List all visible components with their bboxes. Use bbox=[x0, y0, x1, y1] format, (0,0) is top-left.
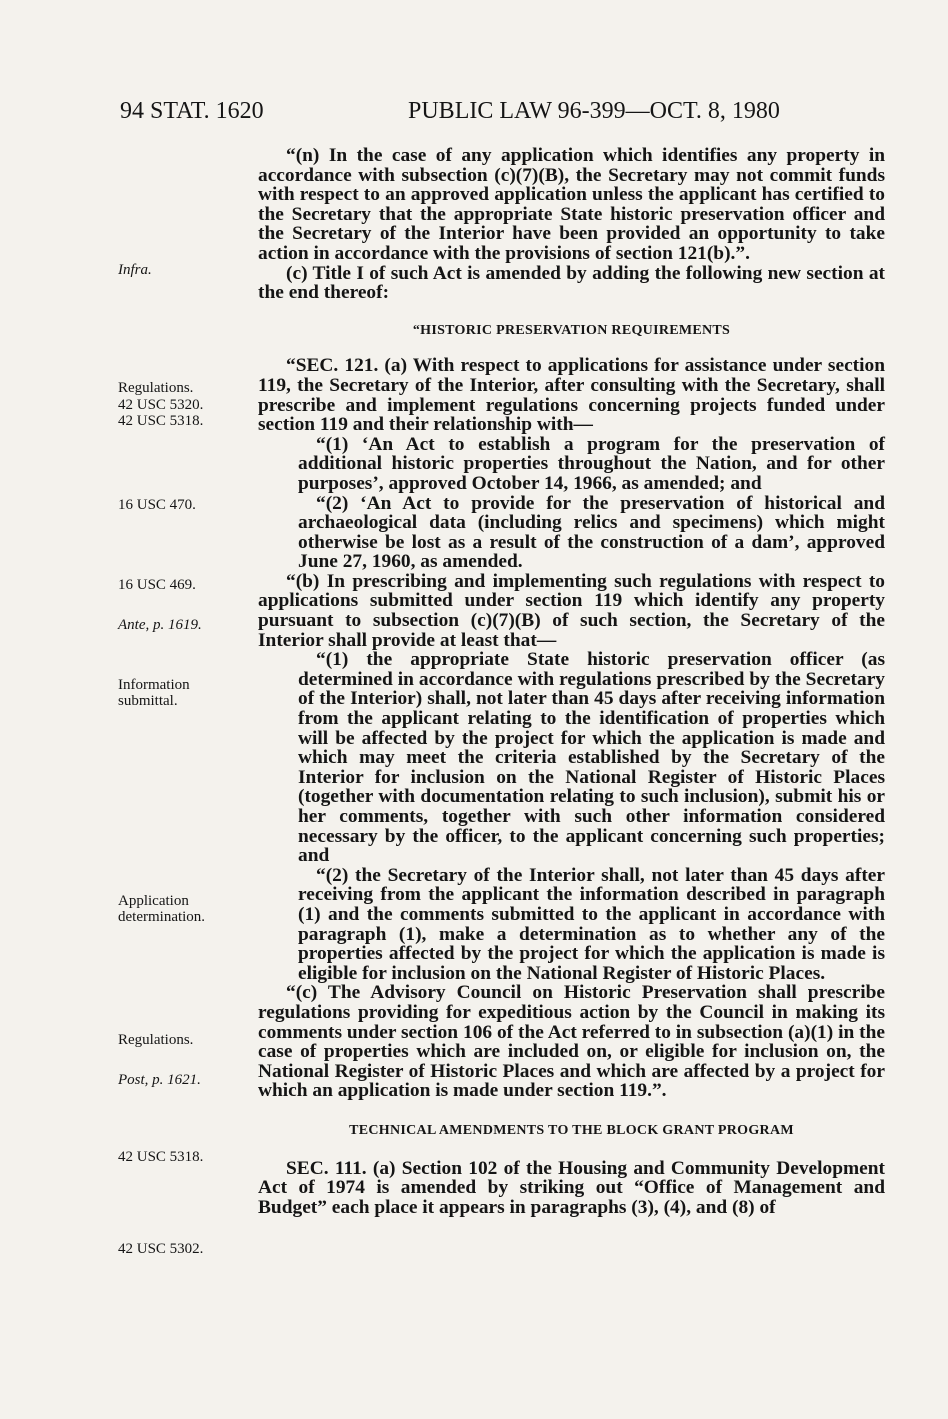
margin-note-usc-470: 16 USC 470. bbox=[118, 497, 196, 513]
sec121-a2: “(2) ‘An Act to provide for the preservation of historical and archaeological data (including relics and specimens) which might otherwise be lost as a result of the construction of a dam’, approved June 27, 1960, as amended. bbox=[298, 492, 885, 573]
margin-note-post: Post, p. 1621. bbox=[118, 1072, 201, 1088]
margin-note-usc-469: 16 USC 469. bbox=[118, 577, 196, 593]
margin-note-usc-5318-b: 42 USC 5318. bbox=[118, 1149, 204, 1165]
margin-note-ante: Ante, p. 1619. bbox=[118, 617, 202, 633]
margin-note-regulations: Regulations. bbox=[118, 380, 194, 396]
body-text bbox=[258, 146, 885, 1217]
heading-historic-preservation: “HISTORIC PRESERVATION REQUIREMENTS bbox=[412, 322, 731, 338]
sec121-a: “SEC. 121. (a) With respect to applications for assistance under section 119, the Secretary of the Interior, after consulting with the Secretary, shall prescribe and implement regulations concerning projects funded under section 119 and their relationship with— bbox=[258, 355, 885, 436]
paragraph-c-title-amendment: (c) Title I of such Act is amended by adding the following new section at the end thereof: bbox=[258, 262, 885, 304]
heading-technical-amendments: TECHNICAL AMENDMENTS TO THE BLOCK GRANT PROGRAM bbox=[349, 1122, 794, 1138]
margin-note-usc-5320: 42 USC 5320. bbox=[118, 397, 204, 413]
sec121-b2: “(2) the Secretary of the Interior shall, not later than 45 days after receiving from the applicant the information described in paragraph (1) and the comments submitted to the applicant in accordance with paragraph (1), make a determination as to whether any of the properties affected by the project for which the application is made is eligible for inclusion on the National Register of Historic Places. bbox=[298, 864, 885, 984]
page-header bbox=[0, 98, 948, 132]
margin-note-application-determination: Application determination. bbox=[118, 893, 206, 925]
sec121-b1: “(1) the appropriate State historic preservation officer (as determined in accordance with regulations prescribed by the Secretary of the Interior) shall, not later than 45 days after receiving information from the applicant relating to the identification of properties which will be affected by the project for which the application is made and which may meet the criteria established by the Secretary of the Interior for inclusion on the National Register of Historic Places (together with documentation relating to such inclusion), submit his or her comments, together with such other information considered necessary by the officer, to the applicant concerning such properties; and bbox=[298, 649, 885, 867]
sec121-b: “(b) In prescribing and implementing such regulations with respect to applications submitted under section 119 which identify any property pursuant to subsection (c)(7)(B) of such section, the Secretary of the Interior shall provide at least that— bbox=[258, 570, 885, 651]
paragraph-n: “(n) In the case of any application which identifies any property in accordance with subsection (c)(7)(B), the Secretary may not commit funds with respect to an approved application unless the applicant has certified to the Secretary that the appropriate State historic preservation officer and the Secretary of the Interior have been provided an opportunity to take action in accordance with the provisions of section 121(b).”. bbox=[258, 145, 885, 264]
sec121-c: “(c) The Advisory Council on Historic Preservation shall prescribe regulations providing for expeditious action by the Council in making its comments under section 106 of the Act referred to in subsection (a)(1) in the case of properties which are included on, or eligible for inclusion on, the National Register of Historic Places and which are affected by a project for which an application is made under section 119.”. bbox=[258, 982, 885, 1102]
margin-note-information-submittal: Information submittal. bbox=[118, 677, 190, 709]
sec111-a: SEC. 111. (a) Section 102 of the Housing and Community Development Act of 1974 is amended by striking out “Office of Management and Budget” each place it appears in paragraphs (3), (4), and (8) of bbox=[258, 1157, 885, 1218]
public-law-title: PUBLIC LAW 96-399—OCT. 8, 1980 bbox=[408, 98, 780, 124]
margin-note-regulations-2: Regulations. bbox=[118, 1032, 194, 1048]
margin-note-usc-5302: 42 USC 5302. bbox=[118, 1241, 204, 1257]
sec121-a1: “(1) ‘An Act to establish a program for the preservation of additional historic properties throughout the Nation, and for other purposes’, approved October 14, 1966, as amended; and bbox=[298, 433, 885, 494]
stat-page-reference: 94 STAT. 1620 bbox=[120, 98, 264, 124]
margin-note-usc-5318: 42 USC 5318. bbox=[118, 413, 204, 429]
margin-note-infra: Infra. bbox=[118, 262, 152, 278]
